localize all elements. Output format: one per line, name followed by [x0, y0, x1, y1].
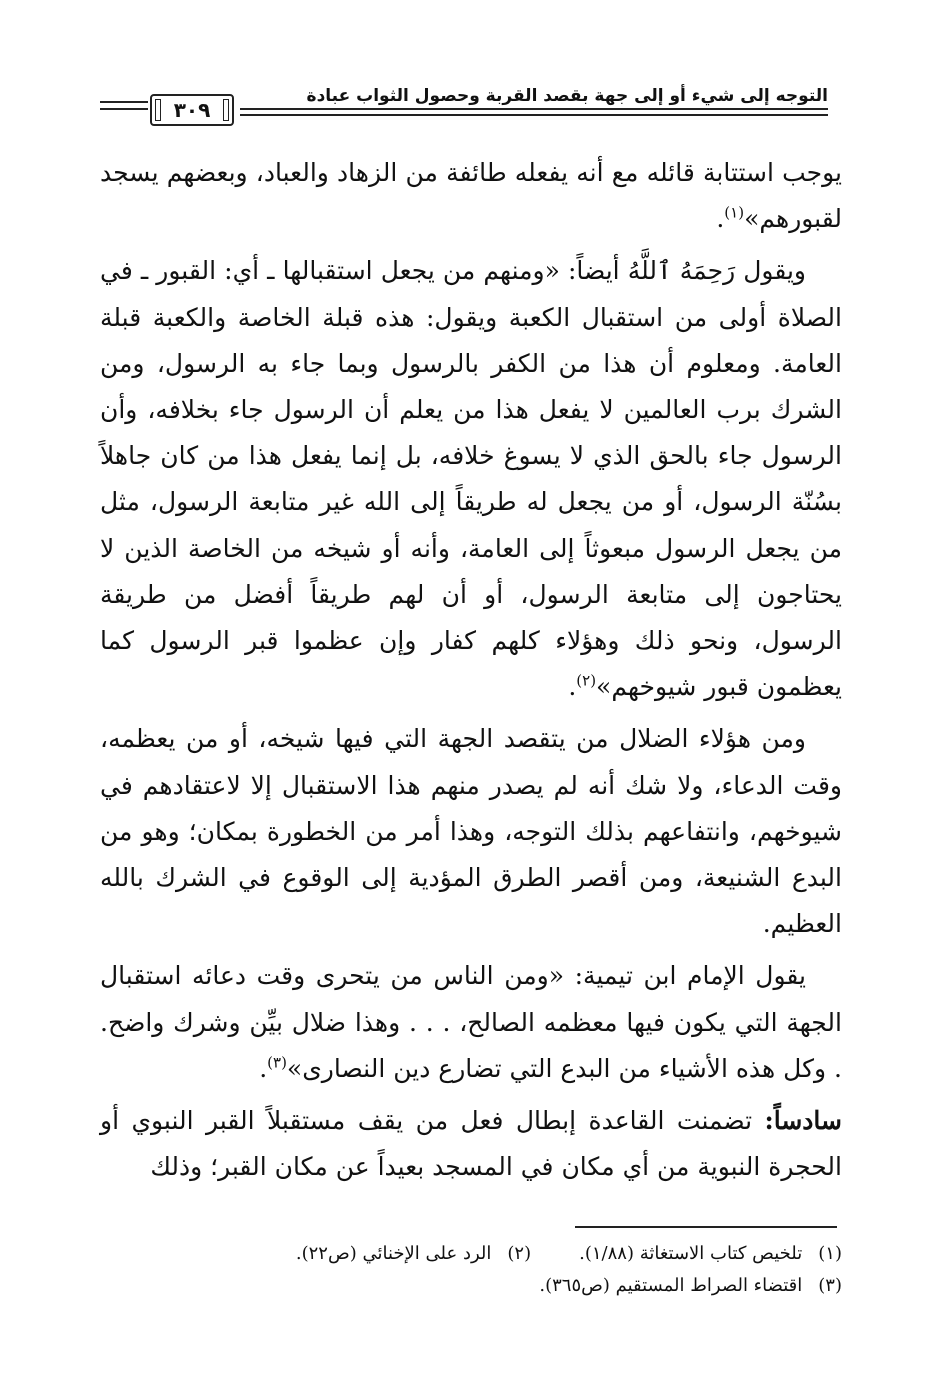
header-left-rules — [100, 101, 148, 115]
paragraph-4 — [100, 953, 842, 1092]
paragraph-2-text: ويقول رَحِمَهُ ٱللَّهُ أيضاً: «ومنهم من يجعل استقبالها ـ أي: القبور ـ في الصلاة أولى من استقبال الكعبة ويقول: هذه قبلة الخاصة والكعبة قبلة العامة. ومعلوم أن هذا من الكفر بالرسول وبما جاء به الرسول، ومن الشرك برب العالمين لا يفعل هذا من يعلم أن الرسول جاء بخلافه، وأن الرسول جاء بالحق الذي لا يسوغ خلافه، بل إنما يفعل هذا من كان جاهلاً بسُنّة الرسول، أو من يجعل له طريقاً إلى الله غير متابعة الرسول، مثل من يجعل الرسول مبعوثاً إلى العامة، وأنه أو شيخه من الخاصة الذين لا يحتاجون إلى متابعة الرسول، أو أن لهم طريقاً أفضل من طريقة الرسول، ونحو ذلك وهؤلاء كلهم كفار وإن عظموا قبر الرسول كما يعظمون قبور شيوخهم» — [100, 256, 842, 702]
page-number: ٣٠٩ — [150, 94, 234, 126]
footnote-1-text: تلخيص كتاب الاستغاثة (١/٨٨). — [579, 1243, 803, 1264]
header-rule-bottom — [240, 114, 828, 116]
paragraph-5 — [100, 1098, 842, 1190]
footnote-ref-2[interactable]: (٢) — [576, 671, 597, 690]
paragraph-3 — [100, 716, 842, 947]
paragraph-1-tail: . — [716, 204, 725, 234]
main-text — [100, 150, 842, 1196]
footnote-2-num: (٢) — [507, 1243, 532, 1264]
footnote-2 — [296, 1238, 531, 1270]
header-rule-top — [240, 108, 828, 110]
footnote-3 — [539, 1270, 842, 1302]
footnote-ref-1[interactable]: (١) — [724, 203, 745, 222]
paragraph-1-text: يوجب استتابة قائله مع أنه يفعله طائفة من الزهاد والعباد، وبعضهم يسجد لقبورهم» — [100, 158, 842, 234]
footnote-3-num: (٣) — [818, 1275, 842, 1296]
footnote-1 — [579, 1238, 842, 1270]
paragraph-4-text: يقول الإمام ابن تيمية: «ومن الناس من يتحرى وقت دعائه استقبال الجهة التي يكون فيها معظمه الصالح، . . . وهذا ضلال بيِّن وشرك واضح. . وكل هذه الأشياء من البدع التي تضارع دين النصارى» — [100, 961, 842, 1083]
footnote-row-2 — [100, 1270, 842, 1302]
running-title: التوجه إلى شيء أو إلى جهة بقصد القربة وحصول الثواب عبادة — [306, 86, 828, 106]
footnote-row-1 — [100, 1238, 842, 1270]
paragraph-1 — [100, 150, 842, 242]
footnote-1-num: (١) — [818, 1243, 842, 1264]
paragraph-3-text: ومن هؤلاء الضلال من يتقصد الجهة التي فيها شيخه، أو من يعظمه، وقت الدعاء، ولا شك أنه لم يصدر منهم هذا الاستقبال إلا لاعتقادهم في شيوخهم، وانتفاعهم بذلك التوجه، وهذا أمر من الخطورة بمكان؛ وهو من البدع الشنيعة، ومن أقصر الطرق المؤدية إلى الوقوع في الشرك بالله العظيم. — [100, 724, 842, 939]
footnote-3-text: اقتضاء الصراط المستقيم (ص٣٦٥). — [539, 1275, 803, 1296]
paragraph-5-text: تضمنت القاعدة إبطال فعل من يقف مستقبلاً القبر النبوي أو الحجرة النبوية من أي مكان في المسجد بعيداً عن مكان القبر؛ وذلك — [100, 1106, 842, 1182]
footnote-separator — [575, 1226, 837, 1228]
footnote-ref-3[interactable]: (٣) — [267, 1053, 287, 1072]
paragraph-4-tail: . — [259, 1053, 268, 1083]
running-header — [100, 84, 828, 136]
paragraph-2-tail: . — [568, 672, 577, 702]
footnote-2-text: الرد على الإخنائي (ص٢٢). — [295, 1243, 492, 1264]
paragraph-2 — [100, 248, 842, 710]
paragraph-5-lead: سادساً: — [764, 1106, 842, 1136]
footnotes — [100, 1238, 842, 1302]
